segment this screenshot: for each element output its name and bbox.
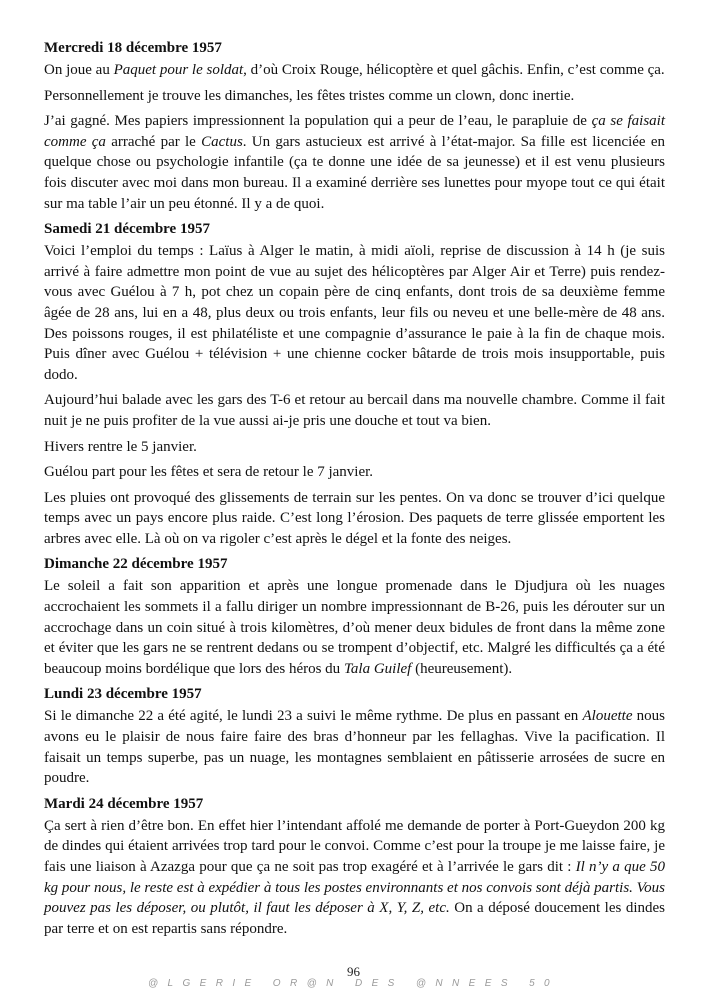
italic-text: Il n’y a que 50 kg pour nous, le reste est à expédier à tous les postes environnants et nos convois sont déjà partis. Vous pouvez pas les déposer, ou plutôt, il faut les déposer à X, Y, Z, etc. [44,859,665,917]
text-run: . Un gars astucieux est arrivé à l’état-major. Sa fille est licenciée en quelque chose ou psychologie infantile (ça te donne une idée de sa jeunesse) et il est venu plusieurs fois discuter avec moi dans mon bureau. Il a examiné derrière ses lunettes pour myope tout ce qui était sur ma table l’air un peu étonné. Il y a de quoi. [44,133,666,212]
entry-date-heading: Lundi 23 décembre 1957 [44,686,202,703]
text-run: On a déposé doucement les dindes par terre et on est repartis sans répondre. [44,900,665,937]
italic-text: Cactus [201,133,243,150]
text-run: Personnellement je trouve les dimanches, les fêtes tristes comme un clown, donc inertie. [44,87,575,104]
diary-entry [44,219,665,549]
entry-date-heading: Mardi 24 décembre 1957 [44,795,204,812]
text-run: Ça sert à rien d’être bon. En effet hier l’intendant affolé me demande de porter à Port-Gueydon 200 kg de dindes qui étaient arrivées trop tard pour le convoi. Comme c’est pour la troupe je me laisse faire, je fais une liaison à Azazga pour que ça ne soit pas trop exagéré et à l’arrivée le gars dit : [44,817,665,875]
entry-paragraph [44,462,665,483]
entry-paragraph [44,390,665,431]
text-run: Les pluies ont provoqué des glissements de terrain sur les pentes. On va donc se trouver d’ici quelque temps avec un pays encore plus raide. C’est long l’érosion. Des paquets de terre glissée emportent les arbres avec elle. Là où on va rigoler c’est après le dégel et la fonte des neiges. [44,489,665,547]
page-number: 96 [347,964,360,979]
text-run: (heureusement). [411,660,513,677]
entry-paragraph [44,576,665,679]
italic-text: ça se faisait comme ça [44,113,665,150]
entry-paragraph [44,60,665,81]
text-run: J’ai gagné. Mes papiers impressionnent la population qui a peur de l’eau, le parapluie de [44,113,592,130]
text-run: nous avons eu le plaisir de nous faire faire des bras d’honneur par les fellaghas. Vive la pacification. Il faisait un temps superbe, pas un nuage, les montagnes semblaient en pâtisserie arrosées de sucre en poudre. [44,708,666,787]
diary-entry [44,794,665,940]
text-run: On joue au [44,62,114,78]
entry-paragraph [44,488,665,550]
entry-date-heading: Dimanche 22 décembre 1957 [44,556,228,573]
text-run: Le soleil a fait son apparition et après une longue promenade dans le Djudjura où les nuages accrochaient les sommets il a fallu diriger un nombre impressionnant de B-26, puis les dérouter sur un accrochage dans un coin situé à trois kilomètres, d’où mener deux bidules de front dans la même zone et éviter que les gars ne se rentrent dedans ou se trompent d’objectif, etc. Malgré les difficultés ça a été beaucoup moins bordélique que lors des héros du [44,578,665,677]
diary-entry [44,554,665,679]
footer-series-title: @LGERIE OR@N DES @NNEES 50 [147,978,559,989]
document-body [44,38,665,944]
italic-text: Tala Guilef [343,660,412,677]
text-run: Voici l’emploi du temps : Laïus à Alger le matin, à midi aïoli, reprise de discussion à 14 h (je suis arrivé à faire admettre mon point de vue au sujet des hélicoptères par Alger Air et Terre) puis rendez-vous avec Guélou à 7 h, pot chez un copain père de cinq enfants, dont trois de sa deuxième femme âgée de 28 ans, lui en a 48, plus deux ou trois enfants, leur fils ou neveu et une belle-mère de 48 ans. Des poissons rouges, il est philatéliste et une compagnie d’assurance le paie à la fin de chaque mois. Puis dîner avec Guélou + télévision + une chienne cocker bâtarde de trois mois insupportable, puis dodo. [44,243,665,383]
diary-entry [44,684,665,788]
italic-text: Paquet pour le soldat [113,62,244,78]
diary-entry [44,38,665,214]
entry-paragraph [44,816,665,940]
entry-paragraph [44,706,665,788]
text-run: arraché par le [105,133,202,150]
entry-date-heading: Mercredi 18 décembre 1957 [44,40,222,56]
entry-paragraph [44,241,665,385]
entry-date-heading: Samedi 21 décembre 1957 [44,221,210,238]
entry-paragraph [44,437,665,458]
entry-paragraph [44,86,665,107]
text-run: Aujourd’hui balade avec les gars des T-6 et retour au bercail dans ma nouvelle chambre. Comme il fait nuit je ne puis profiter de la vue aussi ai-je pris une douche et tout va bien. [44,392,665,429]
text-run: Hivers rentre le 5 janvier. [44,438,197,455]
italic-text: Alouette [582,708,633,725]
text-run: Guélou part pour les fêtes et sera de retour le 7 janvier. [44,464,374,481]
text-run: , d’où Croix Rouge, hélicoptère et quel gâchis. Enfin, c’est comme ça. [243,62,665,78]
entry-paragraph [44,111,665,214]
text-run: Si le dimanche 22 a été agité, le lundi 23 a suivi le même rythme. De plus en passant en [44,708,583,725]
